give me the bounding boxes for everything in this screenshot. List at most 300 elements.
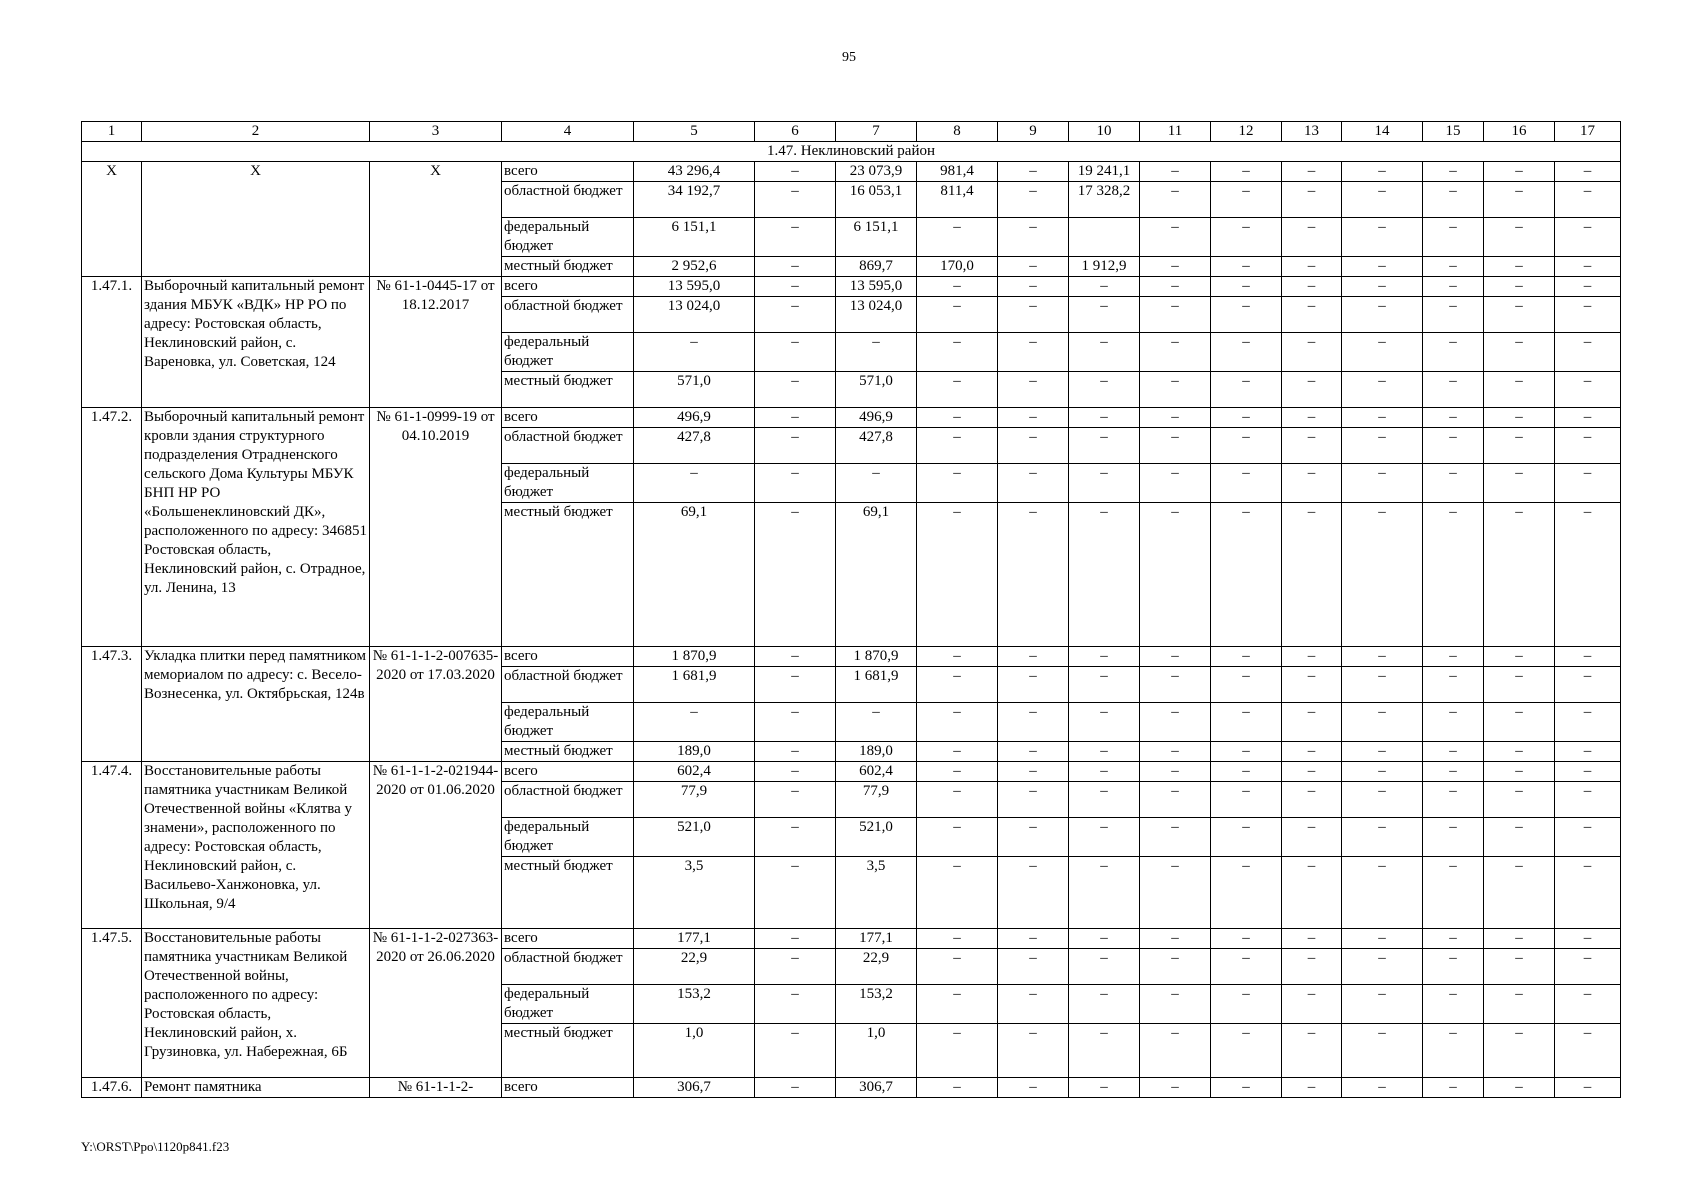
value-cell: – [755, 647, 836, 667]
value-cell: 17 328,2 [1069, 182, 1140, 218]
value-cell: 306,7 [836, 1078, 917, 1098]
value-cell: – [1423, 647, 1484, 667]
column-number-header: 17 [1555, 122, 1621, 142]
funding-source: областной бюджет [502, 182, 634, 218]
value-cell: 1 870,9 [836, 647, 917, 667]
funding-source: областной бюджет [502, 782, 634, 818]
column-number-header: 7 [836, 122, 917, 142]
value-cell: – [1555, 703, 1621, 742]
value-cell: – [1069, 277, 1140, 297]
column-number-header: 3 [370, 122, 502, 142]
section-row [82, 142, 1621, 162]
value-cell: 496,9 [634, 408, 755, 428]
value-cell: – [1342, 857, 1423, 929]
value-cell: – [998, 985, 1069, 1024]
value-cell: – [1140, 372, 1211, 408]
value-cell: – [1423, 818, 1484, 857]
value-cell: – [755, 1024, 836, 1078]
funding-source: местный бюджет [502, 1024, 634, 1078]
value-cell: 1,0 [836, 1024, 917, 1078]
value-cell: – [1069, 297, 1140, 333]
funding-source: федеральный бюджет [502, 333, 634, 372]
value-cell: 77,9 [634, 782, 755, 818]
value-cell: 1 681,9 [836, 667, 917, 703]
row-number: 1.47.1. [82, 277, 142, 408]
value-cell: – [1423, 372, 1484, 408]
value-cell: – [1282, 929, 1342, 949]
value-cell: – [1484, 742, 1555, 762]
value-cell: – [998, 372, 1069, 408]
value-cell: – [1423, 428, 1484, 464]
value-cell: 13 024,0 [836, 297, 917, 333]
value-cell: 13 595,0 [836, 277, 917, 297]
value-cell: – [1555, 818, 1621, 857]
funding-source: федеральный бюджет [502, 464, 634, 503]
value-cell: 177,1 [634, 929, 755, 949]
funding-source: всего [502, 408, 634, 428]
document-number: № 61-1-1-2-007635-2020 от 17.03.2020 [370, 647, 502, 762]
value-cell: – [1282, 667, 1342, 703]
value-cell: 69,1 [836, 503, 917, 647]
value-cell: – [1140, 857, 1211, 929]
value-cell: – [917, 1078, 998, 1098]
value-cell: – [998, 762, 1069, 782]
value-cell: 602,4 [836, 762, 917, 782]
funding-source: всего [502, 762, 634, 782]
value-cell: – [998, 218, 1069, 257]
value-cell: – [1211, 428, 1282, 464]
value-cell: 869,7 [836, 257, 917, 277]
value-cell: 34 192,7 [634, 182, 755, 218]
value-cell: – [755, 182, 836, 218]
funding-source: областной бюджет [502, 949, 634, 985]
value-cell: – [917, 667, 998, 703]
value-cell: – [1069, 408, 1140, 428]
table-row [82, 408, 1621, 428]
value-cell: – [1342, 762, 1423, 782]
value-cell: – [1423, 182, 1484, 218]
value-cell: – [1282, 182, 1342, 218]
value-cell: – [1423, 408, 1484, 428]
value-cell: – [1484, 277, 1555, 297]
row-number: 1.47.5. [82, 929, 142, 1078]
value-cell: – [998, 929, 1069, 949]
value-cell: – [1484, 408, 1555, 428]
value-cell: – [1423, 1078, 1484, 1098]
row-number: 1.47.2. [82, 408, 142, 647]
value-cell: – [1282, 408, 1342, 428]
value-cell: – [998, 503, 1069, 647]
value-cell: – [1069, 929, 1140, 949]
value-cell: – [1423, 667, 1484, 703]
value-cell: – [1555, 929, 1621, 949]
value-cell: – [1140, 949, 1211, 985]
value-cell: – [1282, 818, 1342, 857]
value-cell: – [1069, 372, 1140, 408]
value-cell: – [1342, 372, 1423, 408]
value-cell: 3,5 [634, 857, 755, 929]
value-cell: – [1069, 857, 1140, 929]
funding-source: всего [502, 929, 634, 949]
column-number-header: 14 [1342, 122, 1423, 142]
value-cell: – [1342, 782, 1423, 818]
value-cell: 77,9 [836, 782, 917, 818]
value-cell: – [1211, 762, 1282, 782]
value-cell: – [1211, 929, 1282, 949]
value-cell: – [1140, 162, 1211, 182]
value-cell: – [1211, 182, 1282, 218]
value-cell: 189,0 [634, 742, 755, 762]
value-cell: – [1484, 857, 1555, 929]
value-cell: – [755, 949, 836, 985]
value-cell: – [917, 218, 998, 257]
value-cell: – [917, 985, 998, 1024]
value-cell: – [1342, 464, 1423, 503]
column-number-header: 2 [142, 122, 370, 142]
value-cell: 1 681,9 [634, 667, 755, 703]
value-cell: – [1342, 297, 1423, 333]
value-cell: – [917, 464, 998, 503]
value-cell: 43 296,4 [634, 162, 755, 182]
value-cell: – [755, 1078, 836, 1098]
value-cell: – [1282, 333, 1342, 372]
value-cell: – [1342, 333, 1423, 372]
value-cell: – [1423, 162, 1484, 182]
value-cell: – [917, 408, 998, 428]
value-cell: – [1282, 297, 1342, 333]
value-cell: – [998, 464, 1069, 503]
value-cell: – [1342, 929, 1423, 949]
value-cell: – [1342, 1078, 1423, 1098]
value-cell: 22,9 [836, 949, 917, 985]
value-cell: – [1282, 1024, 1342, 1078]
value-cell: 306,7 [634, 1078, 755, 1098]
funding-source: федеральный бюджет [502, 703, 634, 742]
value-cell: – [1555, 408, 1621, 428]
value-cell: – [998, 782, 1069, 818]
value-cell: – [1484, 762, 1555, 782]
value-cell: – [1069, 1024, 1140, 1078]
value-cell: – [917, 1024, 998, 1078]
table-row [82, 647, 1621, 667]
value-cell: – [998, 742, 1069, 762]
value-cell: – [1282, 703, 1342, 742]
section-title: 1.47. Неклиновский район [82, 142, 1621, 162]
value-cell: – [917, 949, 998, 985]
value-cell: – [1069, 949, 1140, 985]
value-cell: – [1282, 372, 1342, 408]
column-number-header: 12 [1211, 122, 1282, 142]
value-cell: – [755, 503, 836, 647]
value-cell: – [1342, 277, 1423, 297]
value-cell: – [1211, 277, 1282, 297]
value-cell: – [1555, 162, 1621, 182]
value-cell: – [1211, 257, 1282, 277]
object-name: Выборочный капитальный ремонт кровли здания структурного подразделения Отрадненского сельского Дома Культуры МБУК БНП НР РО «Большенеклиновский ДК», расположенного по адресу: 346851 Ростовская область, Неклиновский район, с. Отрадное, ул. Ленина, 13 [142, 408, 370, 647]
page-number: 95 [842, 50, 856, 65]
value-cell: – [998, 182, 1069, 218]
value-cell: – [755, 929, 836, 949]
value-cell: – [1069, 703, 1140, 742]
value-cell: – [1555, 464, 1621, 503]
object-name: Выборочный капитальный ремонт здания МБУК «ВДК» НР РО по адресу: Ростовская область, Неклиновский район, с. Вареновка, ул. Советская, 124 [142, 277, 370, 408]
value-cell: – [1342, 667, 1423, 703]
value-cell: – [1555, 503, 1621, 647]
column-number-header: 9 [998, 122, 1069, 142]
value-cell: – [1211, 464, 1282, 503]
value-cell: – [755, 762, 836, 782]
value-cell: – [1342, 949, 1423, 985]
value-cell: – [1140, 762, 1211, 782]
value-cell: – [755, 985, 836, 1024]
column-number-header: 10 [1069, 122, 1140, 142]
value-cell: – [1211, 1024, 1282, 1078]
value-cell: – [1282, 949, 1342, 985]
value-cell: – [1140, 257, 1211, 277]
value-cell: – [1140, 182, 1211, 218]
table-row [82, 762, 1621, 782]
value-cell: – [1423, 929, 1484, 949]
funding-source: местный бюджет [502, 372, 634, 408]
value-cell: – [755, 857, 836, 929]
value-cell: – [998, 949, 1069, 985]
value-cell: – [1555, 667, 1621, 703]
funding-source: федеральный бюджет [502, 818, 634, 857]
value-cell: 521,0 [634, 818, 755, 857]
value-cell: – [1140, 464, 1211, 503]
value-cell: – [1211, 1078, 1282, 1098]
value-cell: – [1423, 703, 1484, 742]
value-cell: – [1423, 742, 1484, 762]
value-cell: – [998, 667, 1069, 703]
value-cell: – [1140, 1024, 1211, 1078]
value-cell: – [917, 762, 998, 782]
value-cell: 981,4 [917, 162, 998, 182]
value-cell: – [1069, 464, 1140, 503]
value-cell: – [1555, 1078, 1621, 1098]
value-cell: – [1069, 1078, 1140, 1098]
value-cell: – [1484, 929, 1555, 949]
value-cell: 13 595,0 [634, 277, 755, 297]
value-cell: – [917, 782, 998, 818]
value-cell: – [1484, 949, 1555, 985]
value-cell: – [998, 277, 1069, 297]
row-number: 1.47.6. [82, 1078, 142, 1098]
value-cell: – [1211, 667, 1282, 703]
value-cell: – [1423, 949, 1484, 985]
value-cell: – [1555, 182, 1621, 218]
value-cell: – [1555, 372, 1621, 408]
value-cell: – [1140, 818, 1211, 857]
value-cell: – [1140, 218, 1211, 257]
value-cell: – [1211, 782, 1282, 818]
value-cell: – [1282, 162, 1342, 182]
object-name: Ремонт памятника [142, 1078, 370, 1098]
value-cell: – [1140, 985, 1211, 1024]
value-cell: – [1342, 985, 1423, 1024]
value-cell: – [1423, 985, 1484, 1024]
value-cell: – [1555, 1024, 1621, 1078]
value-cell: – [1342, 703, 1423, 742]
value-cell: – [998, 1078, 1069, 1098]
value-cell: – [1555, 742, 1621, 762]
value-cell: – [1555, 333, 1621, 372]
value-cell: – [1211, 297, 1282, 333]
column-number-header: 6 [755, 122, 836, 142]
funding-source: местный бюджет [502, 503, 634, 647]
value-cell: – [1211, 333, 1282, 372]
value-cell: – [998, 857, 1069, 929]
value-cell: – [1140, 929, 1211, 949]
value-cell: – [917, 647, 998, 667]
value-cell: – [1484, 667, 1555, 703]
value-cell: – [1555, 428, 1621, 464]
value-cell: – [755, 372, 836, 408]
value-cell: – [634, 333, 755, 372]
value-cell: – [1282, 257, 1342, 277]
funding-source: местный бюджет [502, 742, 634, 762]
funding-source: областной бюджет [502, 297, 634, 333]
value-cell: – [1140, 428, 1211, 464]
row-number: 1.47.3. [82, 647, 142, 762]
value-cell: – [917, 818, 998, 857]
value-cell: 496,9 [836, 408, 917, 428]
value-cell: – [1423, 857, 1484, 929]
value-cell: – [1555, 277, 1621, 297]
value-cell: – [998, 647, 1069, 667]
document-number: № 61-1-1-2-027363-2020 от 26.06.2020 [370, 929, 502, 1078]
value-cell: – [634, 703, 755, 742]
value-cell: – [1282, 428, 1342, 464]
value-cell: – [1342, 408, 1423, 428]
value-cell: – [917, 503, 998, 647]
value-cell: – [1342, 218, 1423, 257]
value-cell: – [917, 277, 998, 297]
value-cell: – [1211, 818, 1282, 857]
value-cell: – [755, 782, 836, 818]
value-cell: 153,2 [634, 985, 755, 1024]
column-number-header: 16 [1484, 122, 1555, 142]
value-cell: – [1484, 182, 1555, 218]
value-cell: – [1211, 703, 1282, 742]
value-cell: – [1555, 985, 1621, 1024]
value-cell: – [836, 703, 917, 742]
value-cell: 189,0 [836, 742, 917, 762]
value-cell: – [1282, 782, 1342, 818]
value-cell: 1 912,9 [1069, 257, 1140, 277]
value-cell: – [1211, 372, 1282, 408]
value-cell: 177,1 [836, 929, 917, 949]
column-number-row [82, 122, 1621, 142]
value-cell: 22,9 [634, 949, 755, 985]
value-cell: – [755, 703, 836, 742]
value-cell: 571,0 [836, 372, 917, 408]
value-cell: – [1282, 762, 1342, 782]
value-cell [1069, 218, 1140, 257]
document-number: № 61-1-0445-17 от 18.12.2017 [370, 277, 502, 408]
value-cell: – [1211, 742, 1282, 762]
value-cell: – [1342, 818, 1423, 857]
value-cell: – [1555, 782, 1621, 818]
funding-source: местный бюджет [502, 857, 634, 929]
value-cell: – [755, 742, 836, 762]
value-cell: 69,1 [634, 503, 755, 647]
value-cell: – [755, 218, 836, 257]
value-cell: – [1423, 1024, 1484, 1078]
value-cell: – [1069, 762, 1140, 782]
value-cell: – [1069, 333, 1140, 372]
value-cell: – [1069, 782, 1140, 818]
value-cell: – [1282, 857, 1342, 929]
value-cell: – [1555, 257, 1621, 277]
value-cell: – [1484, 162, 1555, 182]
value-cell: – [1140, 297, 1211, 333]
funding-source: всего [502, 277, 634, 297]
column-number-header: 5 [634, 122, 755, 142]
value-cell: – [1282, 503, 1342, 647]
value-cell: – [1555, 949, 1621, 985]
value-cell: – [1555, 762, 1621, 782]
value-cell: 3,5 [836, 857, 917, 929]
value-cell: – [1282, 647, 1342, 667]
column-number-header: 8 [917, 122, 998, 142]
value-cell: – [1140, 1078, 1211, 1098]
value-cell: – [1484, 703, 1555, 742]
value-cell: – [998, 818, 1069, 857]
value-cell: – [1069, 428, 1140, 464]
budget-table [81, 121, 1621, 1098]
value-cell: 23 073,9 [836, 162, 917, 182]
value-cell: 13 024,0 [634, 297, 755, 333]
document-number: X [370, 162, 502, 277]
value-cell: – [1211, 985, 1282, 1024]
value-cell: – [755, 818, 836, 857]
value-cell: – [1069, 667, 1140, 703]
value-cell: – [1211, 857, 1282, 929]
value-cell: – [1423, 762, 1484, 782]
value-cell: – [998, 297, 1069, 333]
value-cell: – [1342, 503, 1423, 647]
value-cell: – [1282, 985, 1342, 1024]
value-cell: – [1484, 818, 1555, 857]
funding-source: областной бюджет [502, 428, 634, 464]
value-cell: – [917, 372, 998, 408]
value-cell: – [1342, 647, 1423, 667]
value-cell: – [1342, 1024, 1423, 1078]
value-cell: – [998, 257, 1069, 277]
value-cell: 16 053,1 [836, 182, 917, 218]
value-cell: 811,4 [917, 182, 998, 218]
value-cell: – [1069, 647, 1140, 667]
row-number: 1.47.4. [82, 762, 142, 929]
value-cell: – [1423, 503, 1484, 647]
value-cell: – [1211, 162, 1282, 182]
value-cell: – [1069, 985, 1140, 1024]
value-cell: 6 151,1 [836, 218, 917, 257]
value-cell: – [917, 703, 998, 742]
value-cell: – [1423, 257, 1484, 277]
value-cell: – [1484, 985, 1555, 1024]
value-cell: – [1282, 277, 1342, 297]
value-cell: – [836, 333, 917, 372]
funding-source: всего [502, 162, 634, 182]
column-number-header: 1 [82, 122, 142, 142]
object-name: Восстановительные работы памятника участникам Великой Отечественной войны «Клятва у знамени», расположенного по адресу: Ростовская область, Неклиновский район, с. Васильево-Ханжоновка, ул. Школьная, 9/4 [142, 762, 370, 929]
value-cell: – [755, 408, 836, 428]
document-number: № 61-1-1-2- [370, 1078, 502, 1098]
value-cell: – [1211, 647, 1282, 667]
value-cell: – [1484, 333, 1555, 372]
